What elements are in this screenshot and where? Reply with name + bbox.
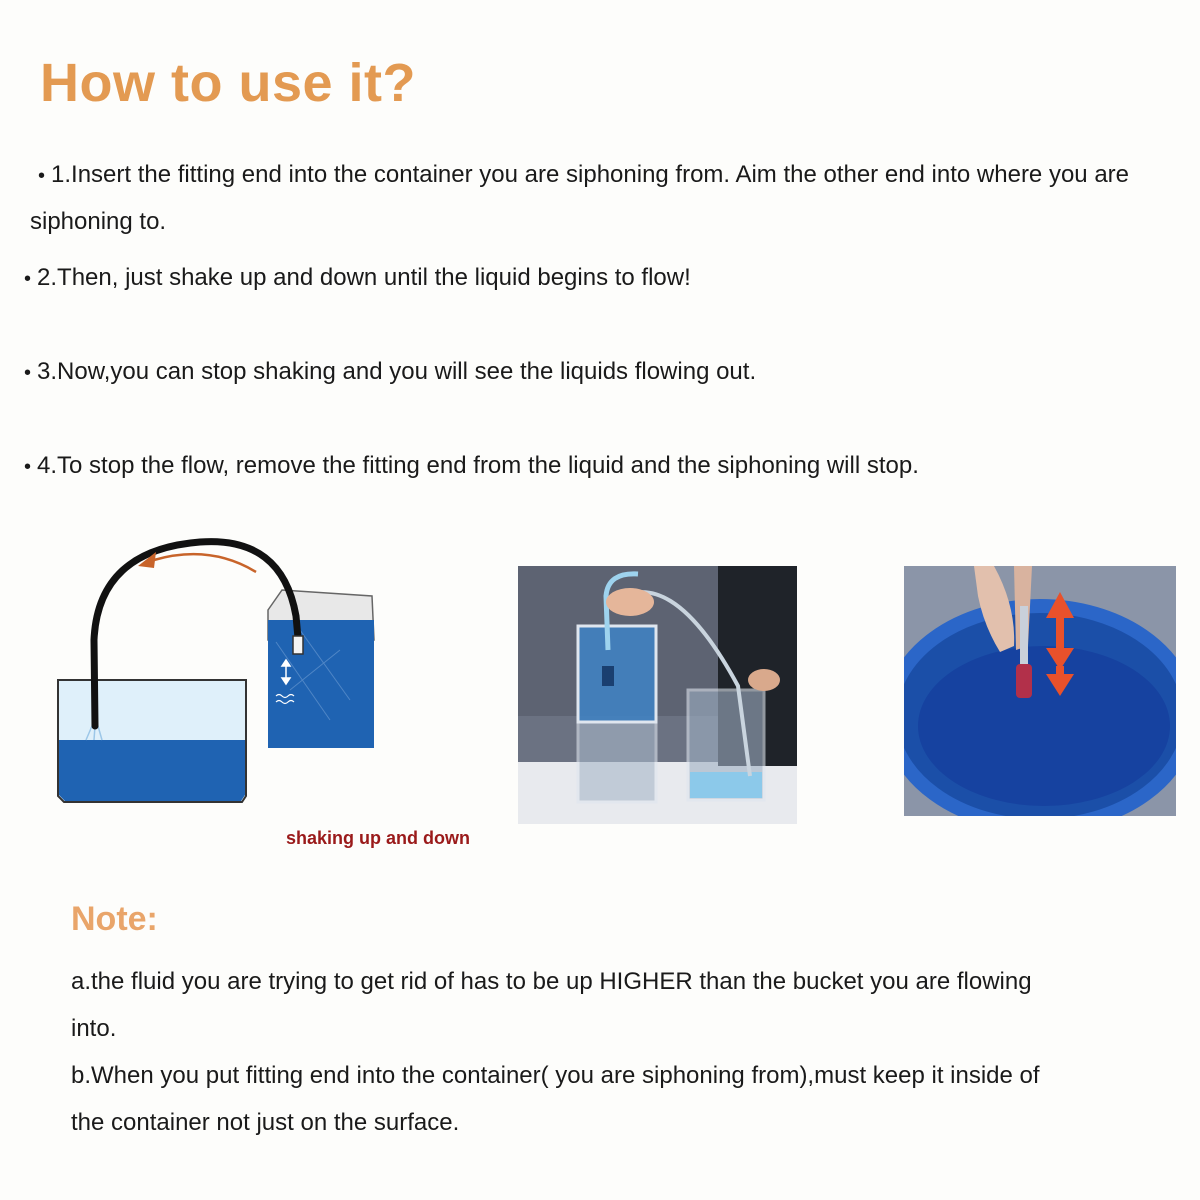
step-3: [24, 349, 756, 396]
page-title: How to use it?: [40, 53, 416, 113]
diagram-caption: shaking up and down: [286, 828, 470, 848]
step-2-text: 2.Then, just shake up and down until the liquid begins to flow!: [37, 264, 691, 291]
source-water: [268, 620, 374, 748]
step-1: [30, 152, 1180, 245]
note-a: a.the fluid you are trying to get rid of has to be up HIGHER than the bucket you are flowing into.: [71, 968, 1032, 1042]
fitting-end: [293, 636, 303, 654]
flow-arrow: [154, 554, 256, 572]
bullet-icon: •: [24, 362, 32, 384]
step-3-text: 3.Now,you can stop shaking and you will see the liquids flowing out.: [37, 358, 757, 385]
step-2: [24, 255, 691, 302]
step-4-text: 4.To stop the flow, remove the fitting end from the liquid and the siphoning will stop.: [37, 452, 919, 479]
note-b: b.When you put fitting end into the container( you are siphoning from),must keep it inside of the container not just on the surface.: [71, 1062, 1040, 1136]
bullet-icon: •: [24, 456, 32, 478]
bucket-photo: [904, 566, 1176, 816]
note-title: Note:: [71, 900, 158, 938]
bullet-icon: •: [38, 165, 46, 187]
beaker-photo: [518, 566, 797, 824]
step-1-text: 1.Insert the fitting end into the container you are siphoning from. Aim the other end into where you are siphoning to.: [30, 161, 1129, 235]
bullet-icon: •: [24, 268, 32, 290]
siphon-diagram: [50, 520, 390, 810]
target-water: [59, 740, 245, 801]
step-4: [24, 443, 919, 490]
